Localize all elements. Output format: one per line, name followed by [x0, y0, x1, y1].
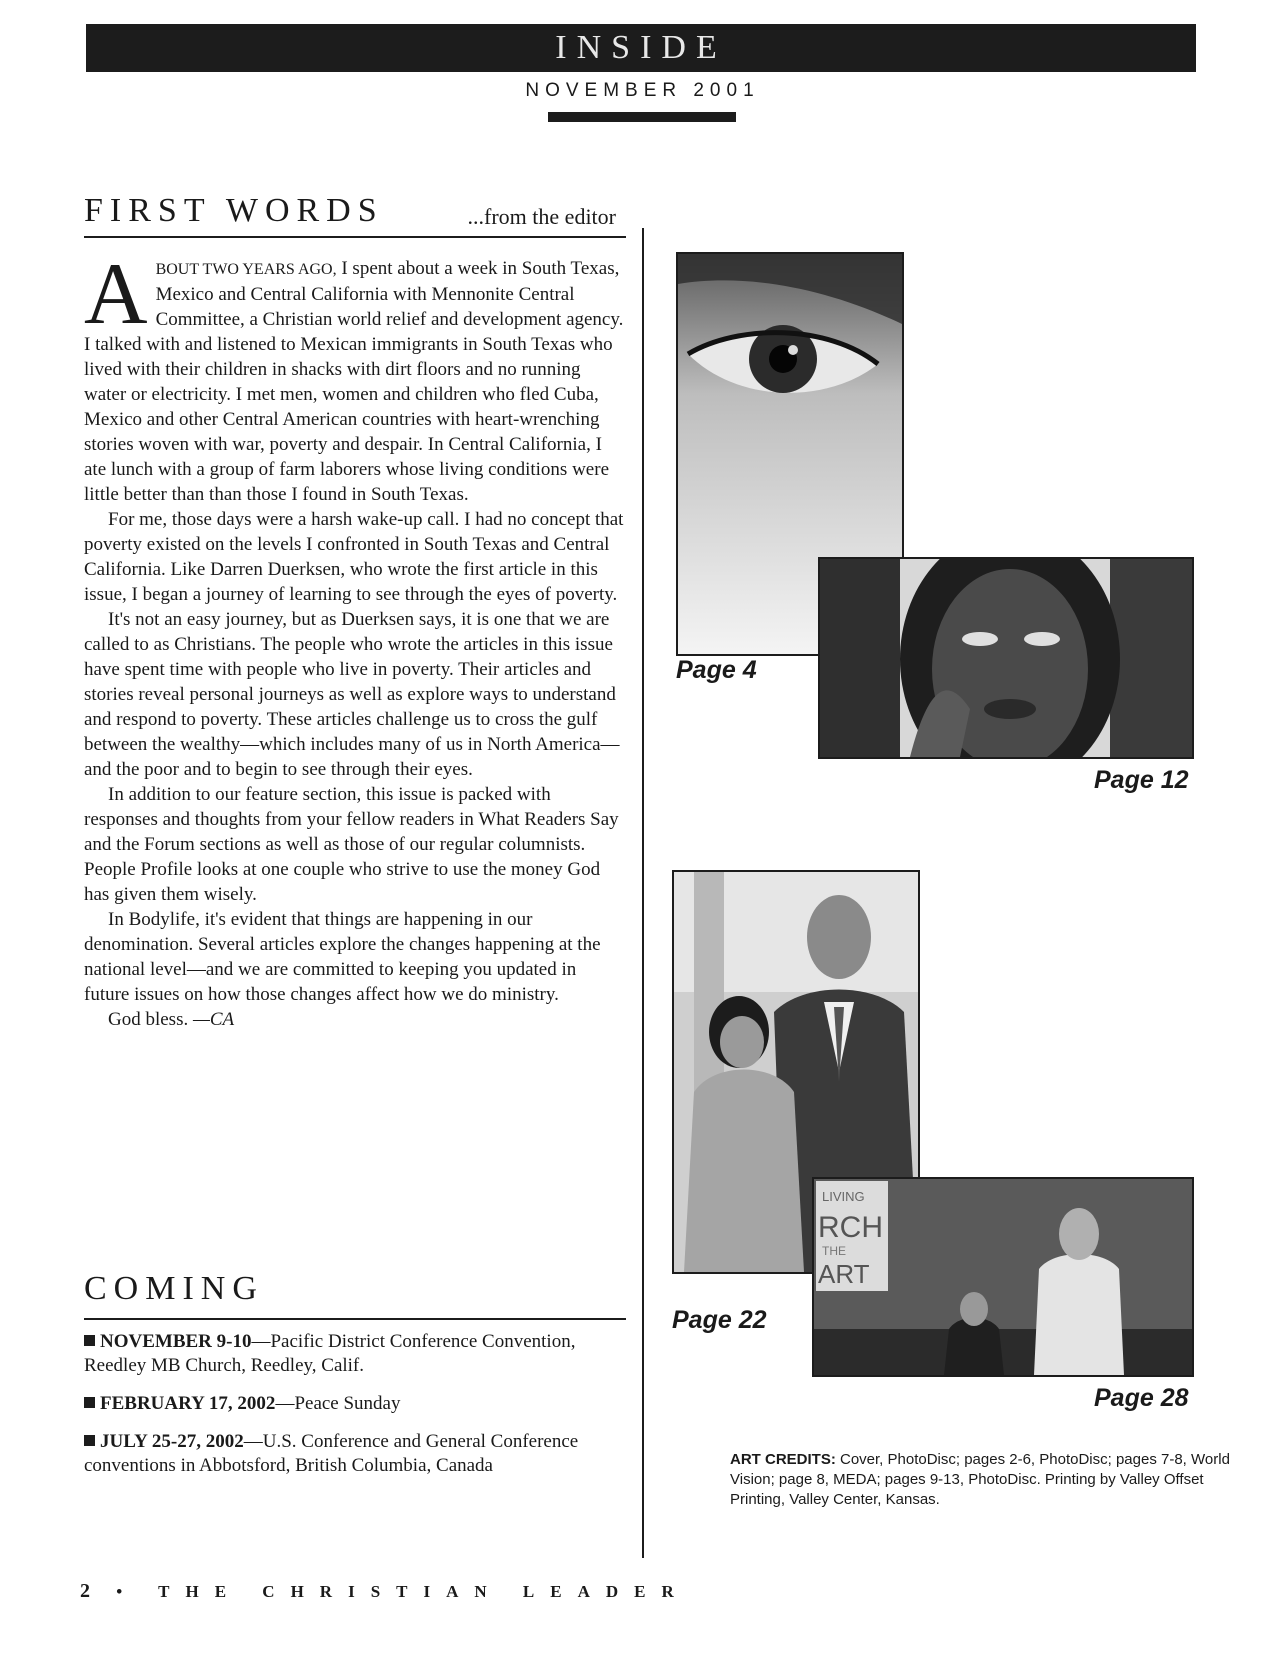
caption-page-28: Page 28: [1094, 1384, 1189, 1412]
paragraph-2: For me, those days were a harsh wake-up call. I had no concept that poverty existed on the levels I confronted in South Texas and Central California. Like Darren Duerksen, who wrote the first article in this issue, I began a journey of learning to see through the eyes of poverty.: [84, 509, 624, 605]
editor-signature: —CA: [192, 1009, 235, 1030]
speaker-photo: [812, 1177, 1194, 1377]
first-words-heading: [84, 192, 626, 238]
page-number: 2: [80, 1580, 96, 1602]
event-item: [84, 1430, 624, 1478]
first-words-title: FIRST WORDS: [84, 192, 384, 229]
issue-date: NOVEMBER 2001: [525, 80, 760, 101]
art-credits: [730, 1450, 1250, 1510]
coming-events: [84, 1330, 624, 1492]
date-rule: [548, 112, 736, 122]
column-divider: [642, 228, 644, 1558]
event-date: FEBRUARY 17, 2002: [100, 1393, 276, 1414]
coming-title: COMING: [84, 1270, 264, 1307]
woman-portrait-photo: [818, 557, 1194, 759]
closing-line: [84, 1007, 624, 1032]
caption-page-12: Page 12: [1094, 766, 1189, 794]
paragraph-1: [84, 246, 624, 507]
paragraph-3: It's not an easy journey, but as Duerksen says, it is one that we are called to as Christians. The people who wrote the articles in this issue have spent time with people who live in poverty. Their articles and stories reveal personal journeys as well as explore ways to understand and respond to poverty. These articles challenge us to cross the gulf between the wealthy—which includes many of us in North America—and the poor and to begin to see through their eyes.: [84, 609, 620, 780]
inside-banner: INSIDE: [86, 24, 1196, 72]
publication-name: THE CHRISTIAN LEADER: [158, 1582, 690, 1601]
credits-text: Cover, PhotoDisc; pages 2-6, PhotoDisc; pages 7-8, World Vision; page 8, MEDA; pages 9-13, PhotoDisc. Printing by Valley Offset Printing, Valley Center, Kansas.: [730, 1451, 1230, 1508]
sign-word-1: LIVING: [822, 1189, 865, 1204]
coming-heading: [84, 1270, 626, 1320]
footer-separator: •: [116, 1582, 139, 1601]
event-text: —U.S. Conference and General Conference conventions in Abbotsford, British Columbia, Canada: [84, 1431, 579, 1476]
event-item: [84, 1392, 624, 1416]
sign-word-4: ART: [818, 1259, 870, 1289]
event-text: —Peace Sunday: [275, 1393, 401, 1414]
bullet-icon: [84, 1435, 95, 1446]
page-footer: [80, 1580, 690, 1603]
credits-label: ART CREDITS:: [730, 1451, 836, 1468]
first-words-tagline: ...from the editor: [467, 204, 616, 229]
sign-word-3: THE: [822, 1244, 846, 1258]
event-date: JULY 25-27, 2002: [100, 1431, 244, 1452]
paragraph-5: In Bodylife, it's evident that things are happening in our denomination. Several articles explore the changes happening at the national level—and we are committed to keeping you updated in future issues on how those changes affect how we do ministry.: [84, 909, 601, 1005]
bullet-icon: [84, 1335, 95, 1346]
closing-text: God bless.: [108, 1009, 193, 1030]
lead-in: BOUT TWO YEARS AGO,: [155, 261, 337, 278]
paragraph-1-text: I spent about a week in South Texas, Mexico and Central California with Mennonite Central Committee, a Christian world relief and development agency. I talked with and listened to Mexican immigrants in South Texas who lived with their children in shacks with dirt floors and no running water or electricity. I met men, women and children who fled Cuba, Mexico and other Central American countries with heart-wrenching stories woven with war, poverty and despair. In Central California, I ate lunch with a group of farm laborers whose living conditions were little better than than those I found in South Texas.: [84, 258, 624, 505]
sign-word-2: RCH: [818, 1211, 883, 1244]
paragraph-4: In addition to our feature section, this issue is packed with responses and thoughts from your fellow readers in What Readers Say and the Forum sections as well as those of our regular columnists. People Profile looks at one couple who strive to use the money God has given them wisely.: [84, 784, 619, 905]
caption-page-22: Page 22: [672, 1306, 767, 1334]
editor-letter: [84, 246, 624, 1032]
caption-page-4: Page 4: [676, 656, 757, 684]
bullet-icon: [84, 1397, 95, 1408]
event-item: [84, 1330, 624, 1378]
event-text: —Pacific District Conference Convention, Reedley MB Church, Reedley, Calif.: [84, 1331, 576, 1376]
event-date: NOVEMBER 9-10: [100, 1331, 252, 1352]
drop-cap: A: [84, 246, 148, 343]
